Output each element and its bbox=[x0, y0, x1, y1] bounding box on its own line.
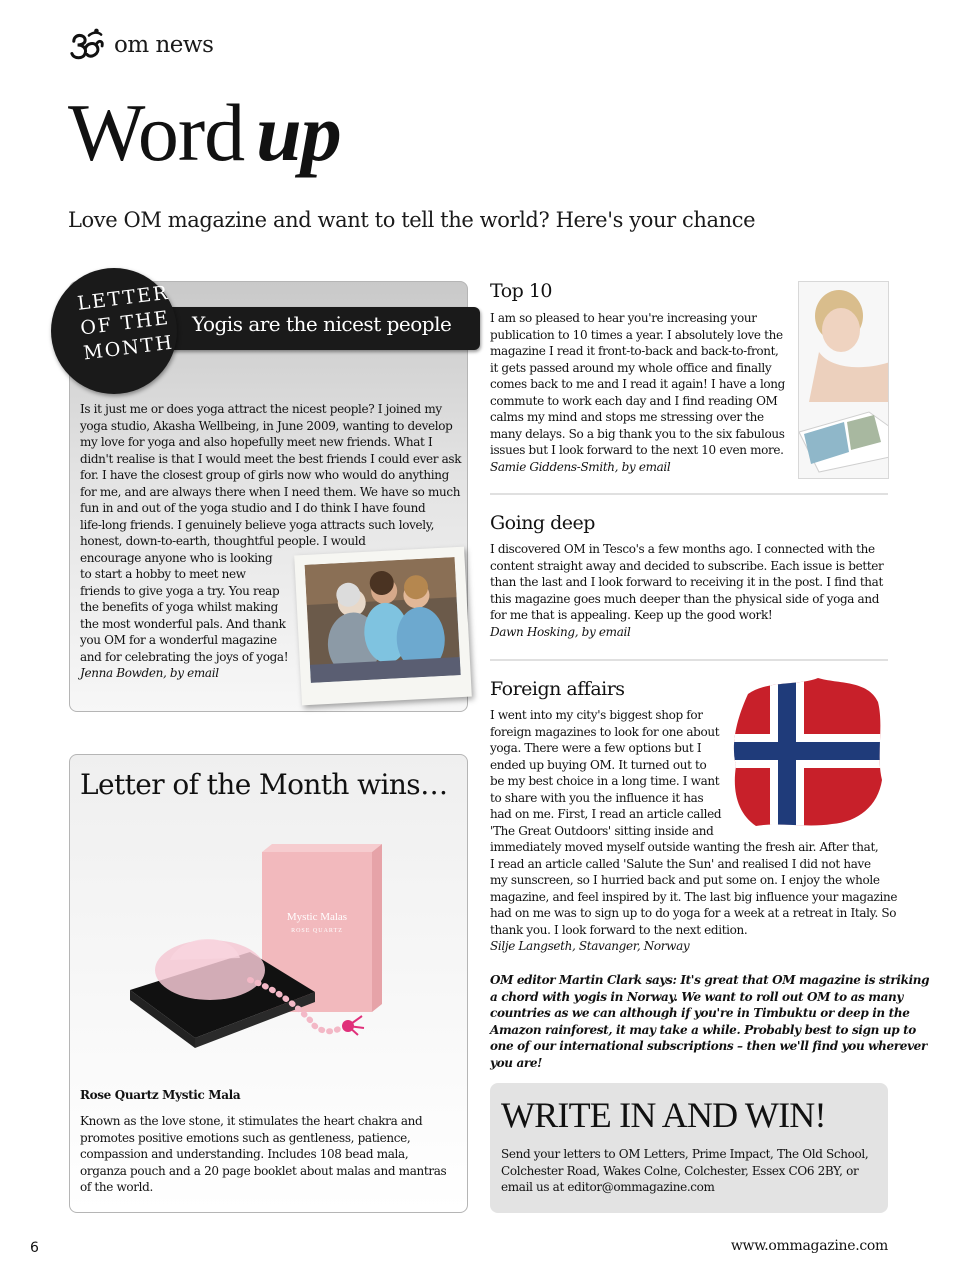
page-header bbox=[68, 28, 213, 62]
text-line: you are! bbox=[490, 1055, 543, 1070]
text-line: had on me was to sign up to do yoga for a week at a retreat in Italy. So bbox=[490, 906, 897, 920]
text-line: magazine, and feel inspired by it. The last big influence your magazine bbox=[490, 889, 898, 904]
text-line: for. I have the closest group of girls now who would do anything bbox=[80, 468, 449, 482]
title-main: Word bbox=[68, 87, 245, 178]
text-line: didn't realise is that I would meet the best friends I could ever ask bbox=[80, 451, 462, 466]
reader-photo bbox=[798, 281, 889, 479]
text-line: ended up buying OM. It turned out to bbox=[490, 757, 707, 772]
page-number: 6 bbox=[30, 1240, 39, 1256]
text-line: Send your letters to OM Letters, Prime Impact, The Old School, bbox=[501, 1147, 869, 1161]
editor-note bbox=[490, 972, 930, 1071]
website-url: www.ommagazine.com bbox=[730, 1238, 888, 1254]
text-line: email us at editor@ommagazine.com bbox=[501, 1180, 715, 1194]
badge-line: MONTH bbox=[82, 331, 176, 365]
letter-heading-foreign-affairs: Foreign affairs bbox=[490, 678, 625, 700]
text-line: had on me. First, I read an article called bbox=[490, 807, 722, 821]
text-line: the benefits of yoga whilst making bbox=[80, 600, 278, 614]
badge-text bbox=[76, 280, 184, 367]
friends-illustration bbox=[305, 557, 461, 683]
text-line: Known as the love stone, it stimulates the heart chakra and bbox=[80, 1114, 423, 1128]
text-line: for me that is appealing. Keep up the good work! bbox=[490, 608, 773, 622]
text-line: of the world. bbox=[80, 1180, 153, 1194]
text-line: foreign magazines to look for one about bbox=[490, 724, 720, 739]
mala-product-image bbox=[100, 840, 450, 1080]
text-line: magazine I read it front-to-back and back-to-front, bbox=[490, 344, 779, 358]
letter-body-going-deep bbox=[490, 541, 888, 640]
page-subtitle: Love OM magazine and want to tell the world? Here's your chance bbox=[68, 208, 756, 232]
badge-line: LETTER bbox=[76, 281, 171, 315]
letter-heading-top-10: Top 10 bbox=[490, 280, 553, 302]
text-line: you OM for a wonderful magazine bbox=[80, 633, 277, 647]
page-title bbox=[68, 87, 341, 178]
text-line: for me, and are always there when I need them. We have so much bbox=[80, 484, 461, 499]
text-line: encourage anyone who is looking bbox=[80, 550, 273, 565]
text-line: fun in and out of the yoga studio and I do think I have found bbox=[80, 501, 426, 515]
text-line: content straight away and decided to subscribe. Each issue is better bbox=[490, 558, 884, 573]
text-line: organza pouch and a 20 page booklet about malas and mantras bbox=[80, 1163, 447, 1178]
text-line: life-long friends. I genuinely believe yoga attracts such lovely, bbox=[80, 517, 435, 532]
text-line: friends to give yoga a try. You reap bbox=[80, 583, 280, 598]
box-sublabel: ROSE QUARTZ bbox=[291, 928, 343, 934]
text-line: publication to 10 times a year. I absolutely love the bbox=[490, 327, 783, 342]
text-line: I read an article called 'Salute the Sun' and realised I did not have bbox=[490, 856, 871, 871]
text-line: my sunscreen, so I hurried back and put some on. I enjoy the whole bbox=[490, 873, 880, 887]
text-line: I am so pleased to hear you're increasing your bbox=[490, 311, 757, 325]
friends-photo bbox=[294, 547, 472, 706]
letter-signature: Silje Langseth, Stavanger, Norway bbox=[490, 939, 690, 953]
om-symbol-icon bbox=[68, 28, 106, 62]
letter-signature: Jenna Bowden, by email bbox=[80, 666, 219, 680]
text-line: yoga. There were a few options but I bbox=[490, 741, 702, 755]
text-line: to share with you the influence it has bbox=[490, 790, 704, 805]
letter-signature: Dawn Hosking, by email bbox=[490, 624, 631, 639]
text-line: honest, down-to-earth, thoughtful people. I would bbox=[80, 534, 366, 548]
text-line: calms my mind and stops me stressing over the bbox=[490, 410, 764, 424]
prize-title: Letter of the Month wins… bbox=[80, 768, 448, 801]
text-line: countries as we can although if you're in Timbuktu or deep in the bbox=[490, 1006, 910, 1020]
badge-line: OF THE bbox=[79, 306, 172, 340]
friends-photo-image bbox=[305, 557, 461, 683]
text-line: the most wonderful pals. And thank bbox=[80, 616, 286, 631]
text-line: compassion and understanding. Includes 108 bead mala, bbox=[80, 1147, 409, 1161]
text-line: Amazon rainforest, it may take a while. Probably best to sign up to bbox=[490, 1022, 916, 1037]
text-line: I went into my city's biggest shop for bbox=[490, 708, 703, 722]
text-line: Colchester Road, Wakes Colne, Colchester, Essex CO6 2BY, or bbox=[501, 1163, 859, 1178]
text-line: I discovered OM in Tesco's a few months ago. I connected with the bbox=[490, 542, 875, 556]
text-line: Is it just me or does yoga attract the nicest people? I joined my bbox=[80, 402, 442, 416]
text-line: OM editor Martin Clark says: It's great that OM magazine is striking bbox=[490, 973, 930, 987]
text-line: be my best choice in a long time. I want bbox=[490, 774, 720, 788]
text-line: comes back to me and I read it again! I have a long bbox=[490, 377, 786, 391]
reader-illustration bbox=[799, 282, 889, 479]
text-line: many delays. So a big thank you to the six fabulous bbox=[490, 426, 785, 441]
write-in-title: WRITE IN AND WIN! bbox=[501, 1095, 826, 1135]
text-line: than the last and I look forward to receiving it in the post. I find that bbox=[490, 575, 883, 589]
title-emphasis: up bbox=[256, 87, 341, 178]
letter-heading-going-deep: Going deep bbox=[490, 512, 595, 534]
section-name: om news bbox=[114, 32, 214, 58]
divider bbox=[490, 493, 888, 495]
text-line: promotes positive emotions such as gentleness, patience, bbox=[80, 1130, 411, 1145]
letter-body-top-10 bbox=[490, 310, 790, 475]
text-line: a chord with yogis in Norway. We want to roll out OM to as many bbox=[490, 989, 904, 1004]
letter-signature: Samie Giddens-Smith, by email bbox=[490, 459, 671, 474]
text-line: thank you. I look forward to the next edition. bbox=[490, 922, 748, 937]
text-line: issues but I look forward to the next 10 even more. bbox=[490, 443, 784, 457]
text-line: to start a hobby to meet new bbox=[80, 567, 246, 581]
text-line: yoga studio, Akasha Wellbeing, in June 2009, wanting to develop bbox=[80, 418, 453, 433]
text-line: this magazine goes much deeper than the physical side of yoga and bbox=[490, 591, 880, 606]
text-line: 'The Great Outdoors' sitting inside and bbox=[490, 823, 714, 838]
text-line: immediately moved myself outside wanting the fresh air. After that, bbox=[490, 840, 879, 854]
prize-description bbox=[80, 1113, 458, 1196]
prize-name: Rose Quartz Mystic Mala bbox=[80, 1088, 241, 1102]
text-line: commute to work each day and I find reading OM bbox=[490, 393, 778, 408]
letter-body-foreign-affairs bbox=[490, 707, 898, 955]
text-line: it gets passed around my whole office and finally bbox=[490, 360, 772, 375]
text-line: one of our international subscriptions – then we'll find you wherever bbox=[490, 1039, 927, 1053]
text-line: my love for yoga and also hopefully meet new friends. What I bbox=[80, 435, 433, 449]
write-in-body bbox=[501, 1146, 881, 1196]
divider bbox=[490, 659, 888, 661]
letter-of-month-heading: Yogis are the nicest people bbox=[192, 312, 452, 336]
text-line: and for celebrating the joys of yoga! bbox=[80, 649, 289, 664]
box-label: Mystic Malas bbox=[286, 911, 348, 923]
